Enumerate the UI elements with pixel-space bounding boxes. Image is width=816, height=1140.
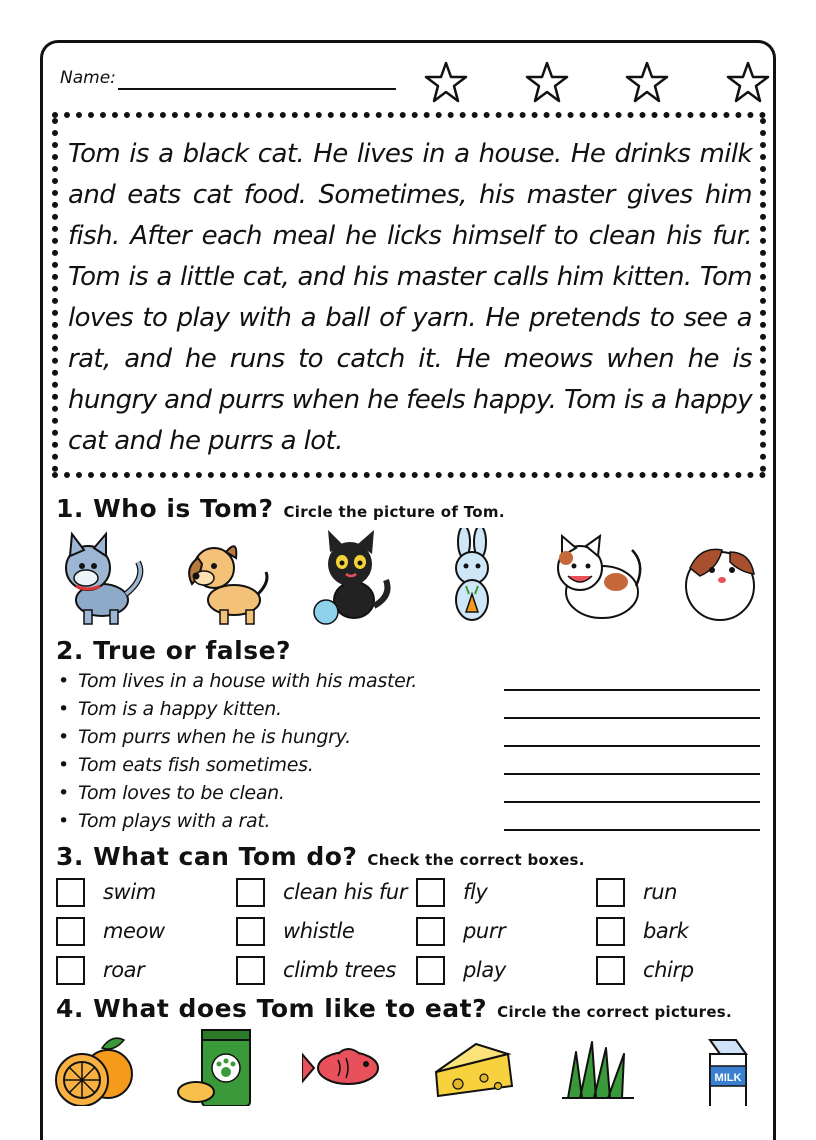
name-label: Name: <box>60 68 116 88</box>
checkbox-option[interactable] <box>596 876 776 915</box>
checkbox-row <box>56 954 776 993</box>
oranges-icon[interactable] <box>50 1026 140 1106</box>
statement: Tom plays with a rat. <box>78 810 271 832</box>
list-item <box>58 782 762 810</box>
statement: Tom is a happy kitten. <box>78 698 282 720</box>
checkbox-label: swim <box>103 880 156 904</box>
rabbit-icon[interactable] <box>422 528 522 628</box>
bullet-icon: • <box>58 810 69 832</box>
bullet-icon: • <box>58 726 69 748</box>
question-1-pictures <box>50 524 770 628</box>
dotted-border-right <box>760 118 766 472</box>
question-4-instruction: Circle the correct pictures. <box>497 1003 733 1021</box>
checkbox[interactable] <box>596 956 625 985</box>
list-item <box>58 810 762 838</box>
checkbox-option[interactable] <box>56 876 236 915</box>
checkbox-label: whistle <box>283 919 355 943</box>
star-rating <box>424 60 770 104</box>
pet-food-bag-icon[interactable] <box>176 1026 266 1106</box>
question-2-title: 2. True or false? <box>56 636 292 665</box>
checkbox-option[interactable] <box>56 915 236 954</box>
checkbox[interactable] <box>236 917 265 946</box>
answer-blank[interactable] <box>504 773 760 775</box>
checkbox-option[interactable] <box>236 915 416 954</box>
dog-icon[interactable] <box>174 528 274 628</box>
grey-cat-icon[interactable] <box>50 528 150 628</box>
checkbox-label: clean his fur <box>283 880 408 904</box>
star-icon[interactable] <box>625 60 669 104</box>
checkbox[interactable] <box>56 917 85 946</box>
checkbox[interactable] <box>416 917 445 946</box>
bullet-icon: • <box>58 782 69 804</box>
checkbox-label: climb trees <box>283 958 396 982</box>
checkbox-option[interactable] <box>416 876 596 915</box>
checkbox-label: play <box>463 958 506 982</box>
name-field[interactable] <box>118 88 396 90</box>
true-false-list <box>58 670 762 838</box>
checkbox-row <box>56 915 776 954</box>
statement: Tom lives in a house with his master. <box>78 670 418 692</box>
answer-blank[interactable] <box>504 801 760 803</box>
milk-label: MILK <box>714 1072 742 1084</box>
question-3-title: 3. What can Tom do? <box>56 842 358 871</box>
checkbox[interactable] <box>416 878 445 907</box>
statement: Tom loves to be clean. <box>78 782 285 804</box>
checkbox[interactable] <box>56 956 85 985</box>
list-item <box>58 726 762 754</box>
statement: Tom eats fish sometimes. <box>78 754 314 776</box>
star-icon[interactable] <box>726 60 770 104</box>
list-item <box>58 754 762 782</box>
checkbox[interactable] <box>56 878 85 907</box>
checkbox-label: run <box>643 880 678 904</box>
answer-blank[interactable] <box>504 829 760 831</box>
reading-passage: Tom is a black cat. He lives in a house. He drinks milk and eats cat food. Sometimes, his master gives him fish. After each meal he licks himself to clean his fur. Tom is a little cat, and his master calls him kitten. Tom loves to play with a ball of yarn. He pretends to see a rat, and he runs to catch it. He meows when he is hungry and purrs when he feels happy. Tom is a happy cat and he purrs a lot. <box>68 139 752 456</box>
milk-carton-icon[interactable] <box>680 1026 770 1106</box>
question-3-heading <box>56 842 585 871</box>
checkbox-option[interactable] <box>596 915 776 954</box>
checkbox-grid <box>56 876 776 993</box>
answer-blank[interactable] <box>504 745 760 747</box>
checkbox[interactable] <box>596 878 625 907</box>
checkbox-row <box>56 876 776 915</box>
checkbox-option[interactable] <box>596 954 776 993</box>
bullet-icon: • <box>58 754 69 776</box>
star-icon[interactable] <box>424 60 468 104</box>
black-cat-icon[interactable] <box>298 528 398 628</box>
checkbox-option[interactable] <box>56 954 236 993</box>
checkbox-label: bark <box>643 919 689 943</box>
list-item <box>58 670 762 698</box>
checkbox-option[interactable] <box>236 876 416 915</box>
bullet-icon: • <box>58 670 69 692</box>
checkbox-label: chirp <box>643 958 694 982</box>
grass-icon[interactable] <box>554 1026 644 1106</box>
checkbox-option[interactable] <box>416 915 596 954</box>
question-4-pictures <box>50 1026 770 1106</box>
star-icon[interactable] <box>525 60 569 104</box>
question-3-instruction: Check the correct boxes. <box>367 851 585 869</box>
bullet-icon: • <box>58 698 69 720</box>
answer-blank[interactable] <box>504 717 760 719</box>
list-item <box>58 698 762 726</box>
statement: Tom purrs when he is hungry. <box>78 726 351 748</box>
checkbox-option[interactable] <box>416 954 596 993</box>
checkbox[interactable] <box>596 917 625 946</box>
checkbox-label: meow <box>103 919 165 943</box>
fish-icon[interactable] <box>302 1026 392 1106</box>
cheese-icon[interactable] <box>428 1026 518 1106</box>
checkbox-label: purr <box>463 919 506 943</box>
hamster-icon[interactable] <box>670 528 770 628</box>
fat-cat-icon[interactable] <box>546 528 646 628</box>
question-4-title: 4. What does Tom like to eat? <box>56 994 488 1023</box>
checkbox-option[interactable] <box>236 954 416 993</box>
checkbox[interactable] <box>236 956 265 985</box>
checkbox[interactable] <box>236 878 265 907</box>
checkbox[interactable] <box>416 956 445 985</box>
question-1-instruction: Circle the picture of Tom. <box>283 503 505 521</box>
checkbox-label: roar <box>103 958 145 982</box>
answer-blank[interactable] <box>504 689 760 691</box>
question-4-heading <box>56 994 732 1023</box>
checkbox-label: fly <box>463 880 488 904</box>
question-1-title: 1. Who is Tom? <box>56 494 274 523</box>
dotted-border-left <box>52 118 58 472</box>
question-1-heading <box>56 494 505 523</box>
